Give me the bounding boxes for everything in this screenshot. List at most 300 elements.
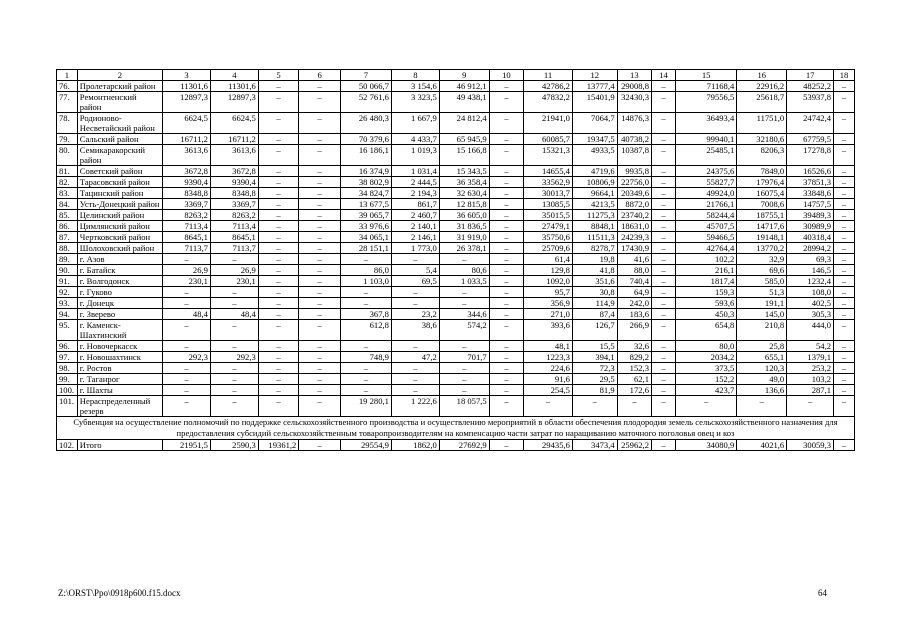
value-cell: –	[258, 298, 299, 309]
value-cell: –	[489, 341, 523, 352]
value-cell: –	[299, 92, 341, 113]
value-cell: 79556,5	[675, 92, 736, 113]
value-cell: –	[834, 385, 855, 396]
value-cell: –	[834, 287, 855, 298]
value-cell: 30013,7	[524, 188, 573, 199]
value-cell: –	[834, 254, 855, 265]
value-cell: 22756,0	[617, 177, 651, 188]
value-cell: 64,9	[617, 287, 651, 298]
value-cell: 18 057,5	[439, 396, 489, 417]
value-cell: –	[834, 188, 855, 199]
value-cell: 25709,6	[524, 243, 573, 254]
value-cell: 3369,7	[163, 199, 211, 210]
value-cell: –	[834, 374, 855, 385]
value-cell: –	[652, 287, 676, 298]
value-cell: –	[299, 145, 341, 166]
value-cell: 2 194,3	[391, 188, 439, 199]
value-cell: –	[163, 374, 211, 385]
value-cell: –	[258, 134, 299, 145]
total-value-cell: 2590,3	[210, 440, 258, 451]
value-cell: 25485,1	[675, 145, 736, 166]
value-cell: 70 379,6	[340, 134, 391, 145]
value-cell: 2 146,1	[391, 232, 439, 243]
value-cell: 1817,4	[675, 276, 736, 287]
value-cell: 19 280,1	[340, 396, 391, 417]
value-cell: 69,3	[787, 254, 834, 265]
column-number-cell: 7	[340, 70, 391, 81]
value-cell: –	[439, 385, 489, 396]
value-cell: 8848,1	[572, 221, 617, 232]
value-cell: –	[439, 341, 489, 352]
table-row	[57, 352, 855, 363]
value-cell: –	[834, 199, 855, 210]
value-cell: 108,0	[787, 287, 834, 298]
value-cell: 69,6	[737, 265, 787, 276]
value-cell: –	[258, 188, 299, 199]
value-cell: 47,2	[391, 352, 439, 363]
value-cell: 17976,4	[737, 177, 787, 188]
value-cell: 45707,5	[675, 221, 736, 232]
table-row	[57, 341, 855, 352]
value-cell: –	[299, 320, 341, 341]
value-cell: 34 824,7	[340, 188, 391, 199]
value-cell: 16 186,1	[340, 145, 391, 166]
value-cell: 14876,3	[617, 113, 651, 134]
territory-name-cell: г. Гуково	[77, 287, 162, 298]
value-cell: –	[572, 396, 617, 417]
value-cell: 99940,1	[675, 134, 736, 145]
value-cell: 24375,6	[675, 166, 736, 177]
value-cell: 7113,7	[210, 243, 258, 254]
column-number-cell: 11	[524, 70, 573, 81]
value-cell: –	[391, 298, 439, 309]
value-cell: 230,1	[210, 276, 258, 287]
value-cell: 72,3	[572, 363, 617, 374]
value-cell: –	[439, 363, 489, 374]
value-cell: 3672,8	[210, 166, 258, 177]
value-cell: 21766,1	[675, 199, 736, 210]
row-number-cell: 88.	[57, 243, 78, 254]
territory-name-cell: г. Новошахтинск	[77, 352, 162, 363]
value-cell: 32,6	[617, 341, 651, 352]
value-cell: –	[299, 81, 341, 92]
row-number-cell: 94.	[57, 309, 78, 320]
value-cell: 52 761,6	[340, 92, 391, 113]
value-cell: 224,6	[524, 363, 573, 374]
value-cell: 1379,1	[787, 352, 834, 363]
value-cell: –	[489, 265, 523, 276]
row-number-cell: 84.	[57, 199, 78, 210]
total-value-cell: –	[489, 440, 523, 451]
value-cell: 145,0	[737, 309, 787, 320]
value-cell: 254,5	[524, 385, 573, 396]
value-cell: 655,1	[737, 352, 787, 363]
value-cell: 33 976,6	[340, 221, 391, 232]
territory-name-cell: г. Волгодонск	[77, 276, 162, 287]
value-cell: 40318,4	[787, 232, 834, 243]
value-cell: 11751,0	[737, 113, 787, 134]
column-number-cell: 8	[391, 70, 439, 81]
value-cell: –	[258, 309, 299, 320]
value-cell: –	[439, 287, 489, 298]
value-cell: –	[489, 396, 523, 417]
column-number-cell: 6	[299, 70, 341, 81]
row-number-cell: 81.	[57, 166, 78, 177]
value-cell: –	[652, 320, 676, 341]
value-cell: 1223,3	[524, 352, 573, 363]
value-cell: –	[163, 341, 211, 352]
value-cell: 593,6	[675, 298, 736, 309]
value-cell: –	[258, 396, 299, 417]
footer-file-path: Z:\ORST\Ppo\0918p600.f15.docx	[58, 588, 181, 598]
value-cell: –	[258, 221, 299, 232]
column-number-cell: 15	[675, 70, 736, 81]
value-cell: 17430,9	[617, 243, 651, 254]
value-cell: –	[489, 199, 523, 210]
value-cell: 3 154,6	[391, 81, 439, 92]
value-cell: –	[652, 113, 676, 134]
value-cell: –	[489, 385, 523, 396]
value-cell: 1 031,4	[391, 166, 439, 177]
value-cell: –	[210, 254, 258, 265]
column-number-cell: 12	[572, 70, 617, 81]
value-cell: 394,1	[572, 352, 617, 363]
value-cell: –	[652, 188, 676, 199]
value-cell: –	[489, 363, 523, 374]
value-cell: 11511,3	[572, 232, 617, 243]
value-cell: –	[834, 243, 855, 254]
column-number-cell: 2	[77, 70, 162, 81]
value-cell: 10806,9	[572, 177, 617, 188]
value-cell: 35015,5	[524, 210, 573, 221]
value-cell: 12897,3	[210, 92, 258, 113]
value-cell: 423,7	[675, 385, 736, 396]
total-value-cell: –	[834, 440, 855, 451]
value-cell: –	[652, 210, 676, 221]
value-cell: 28 151,1	[340, 243, 391, 254]
value-cell: 8645,1	[210, 232, 258, 243]
value-cell: –	[652, 341, 676, 352]
territory-name-cell: Шолоховский район	[77, 243, 162, 254]
value-cell: 33562,9	[524, 177, 573, 188]
value-cell: –	[258, 177, 299, 188]
value-cell: 25,8	[737, 341, 787, 352]
row-number-cell: 85.	[57, 210, 78, 221]
value-cell: 54,2	[787, 341, 834, 352]
value-cell: 4719,6	[572, 166, 617, 177]
value-cell: 32 630,4	[439, 188, 489, 199]
column-number-cell: 4	[210, 70, 258, 81]
territory-name-cell: Родионово-Несветайский район	[77, 113, 162, 134]
value-cell: 32430,3	[617, 92, 651, 113]
value-cell: 1092,0	[524, 276, 573, 287]
value-cell: –	[834, 210, 855, 221]
value-cell: 80,6	[439, 265, 489, 276]
value-cell: –	[258, 232, 299, 243]
value-cell: –	[258, 145, 299, 166]
value-cell: 351,6	[572, 276, 617, 287]
value-cell: 356,9	[524, 298, 573, 309]
column-number-cell: 5	[258, 70, 299, 81]
total-value-cell: 1862,0	[391, 440, 439, 451]
value-cell: 16711,2	[210, 134, 258, 145]
value-cell: –	[299, 341, 341, 352]
value-cell: –	[787, 396, 834, 417]
value-cell: 1 773,0	[391, 243, 439, 254]
row-number-cell: 76.	[57, 81, 78, 92]
value-cell: 102,2	[675, 254, 736, 265]
total-value-cell: 30059,3	[787, 440, 834, 451]
value-cell: 14655,4	[524, 166, 573, 177]
value-cell: 159,3	[675, 287, 736, 298]
value-cell: 271,0	[524, 309, 573, 320]
value-cell: –	[258, 276, 299, 287]
value-cell: 26,9	[163, 265, 211, 276]
value-cell: –	[299, 374, 341, 385]
value-cell: –	[163, 363, 211, 374]
value-cell: 9390,4	[163, 177, 211, 188]
row-number-cell: 91.	[57, 276, 78, 287]
value-cell: 2 460,7	[391, 210, 439, 221]
value-cell: 71168,4	[675, 81, 736, 92]
column-number-cell: 17	[787, 70, 834, 81]
value-cell: –	[258, 243, 299, 254]
value-cell: –	[652, 385, 676, 396]
value-cell: –	[834, 396, 855, 417]
value-cell: 1 103,0	[340, 276, 391, 287]
value-cell: –	[834, 309, 855, 320]
subvention-note-row	[57, 417, 855, 440]
value-cell: –	[163, 396, 211, 417]
row-number-cell: 87.	[57, 232, 78, 243]
territory-name-cell: г. Шахты	[77, 385, 162, 396]
value-cell: 11275,3	[572, 210, 617, 221]
table-row	[57, 81, 855, 92]
value-cell: 3613,6	[163, 145, 211, 166]
row-number-cell: 86.	[57, 221, 78, 232]
value-cell: 20349,6	[617, 188, 651, 199]
value-cell: 9390,4	[210, 177, 258, 188]
value-cell: –	[258, 320, 299, 341]
value-cell: 7113,4	[163, 221, 211, 232]
row-number-cell: 95.	[57, 320, 78, 341]
table-row	[57, 221, 855, 232]
value-cell: 11301,6	[210, 81, 258, 92]
value-cell: 3 323,5	[391, 92, 439, 113]
territory-name-cell: Тарасовский район	[77, 177, 162, 188]
value-cell: 69,5	[391, 276, 439, 287]
value-cell: 36 605,0	[439, 210, 489, 221]
value-cell: 8872,0	[617, 199, 651, 210]
territory-name-cell: Усть-Донецкий район	[77, 199, 162, 210]
value-cell: –	[652, 199, 676, 210]
value-cell: 3672,8	[163, 166, 211, 177]
value-cell: 27479,1	[524, 221, 573, 232]
value-cell: –	[299, 254, 341, 265]
value-cell: –	[652, 276, 676, 287]
value-cell: 50 066,7	[340, 81, 391, 92]
value-cell: 14757,5	[787, 199, 834, 210]
value-cell: 8348,8	[163, 188, 211, 199]
value-cell: 19148,1	[737, 232, 787, 243]
value-cell: 26 378,1	[439, 243, 489, 254]
value-cell: 242,0	[617, 298, 651, 309]
table-row	[57, 92, 855, 113]
value-cell: 114,9	[572, 298, 617, 309]
value-cell: 15 166,8	[439, 145, 489, 166]
value-cell: –	[652, 374, 676, 385]
value-cell: 4 433,7	[391, 134, 439, 145]
value-cell: –	[489, 188, 523, 199]
total-value-cell: 3473,4	[572, 440, 617, 451]
value-cell: 18755,1	[737, 210, 787, 221]
value-cell: 8645,1	[163, 232, 211, 243]
territory-name-cell: г. Зверево	[77, 309, 162, 320]
value-cell: –	[652, 396, 676, 417]
value-cell: 35750,6	[524, 232, 573, 243]
table-row	[57, 232, 855, 243]
value-cell: –	[834, 145, 855, 166]
total-value-cell: 29554,9	[340, 440, 391, 451]
value-cell: 40738,2	[617, 134, 651, 145]
value-cell: –	[258, 113, 299, 134]
value-cell: 17278,8	[787, 145, 834, 166]
value-cell: –	[652, 232, 676, 243]
value-cell: 9664,1	[572, 188, 617, 199]
value-cell: –	[652, 221, 676, 232]
value-cell: 41,6	[617, 254, 651, 265]
value-cell: –	[834, 177, 855, 188]
value-cell: –	[299, 188, 341, 199]
value-cell: –	[391, 374, 439, 385]
row-number-cell: 80.	[57, 145, 78, 166]
value-cell: –	[210, 298, 258, 309]
table-row	[57, 199, 855, 210]
value-cell: –	[834, 81, 855, 92]
value-cell: 7064,7	[572, 113, 617, 134]
value-cell: 373,5	[675, 363, 736, 374]
value-cell: –	[652, 352, 676, 363]
value-cell: 183,6	[617, 309, 651, 320]
value-cell: –	[391, 341, 439, 352]
value-cell: –	[340, 341, 391, 352]
subvention-note: Субвенция на осуществление полномочий по поддержке сельскохозяйственного производства и осуществлению мероприятий в области обеспечения плодородия земель сельскохозяйственного назначения для предоставления субсидий сельскохозяйственным товаропроизводителям на компенсацию части затрат по наращиванию маточного поголовья овец и коз	[57, 417, 855, 440]
value-cell: 7113,4	[210, 221, 258, 232]
value-cell: 7849,0	[737, 166, 787, 177]
value-cell: 18631,0	[617, 221, 651, 232]
value-cell: 8263,2	[210, 210, 258, 221]
row-number-cell: 82.	[57, 177, 78, 188]
row-number-cell: 92.	[57, 287, 78, 298]
value-cell: –	[258, 210, 299, 221]
table-row	[57, 243, 855, 254]
value-cell: –	[489, 232, 523, 243]
value-cell: –	[652, 363, 676, 374]
value-cell: –	[489, 210, 523, 221]
value-cell: –	[391, 363, 439, 374]
value-cell: –	[340, 287, 391, 298]
value-cell: –	[439, 298, 489, 309]
table-body	[57, 70, 855, 451]
value-cell: 55827,7	[675, 177, 736, 188]
value-cell: –	[340, 363, 391, 374]
value-cell: 861,7	[391, 199, 439, 210]
value-cell: –	[299, 396, 341, 417]
budget-table	[56, 69, 855, 451]
value-cell: 30989,9	[787, 221, 834, 232]
value-cell: –	[258, 287, 299, 298]
value-cell: 48,4	[210, 309, 258, 320]
value-cell: –	[163, 298, 211, 309]
table-row	[57, 177, 855, 188]
row-number-cell: 96.	[57, 341, 78, 352]
table-row	[57, 363, 855, 374]
value-cell: –	[834, 276, 855, 287]
value-cell: 87,4	[572, 309, 617, 320]
territory-name-cell: Целинский район	[77, 210, 162, 221]
value-cell: 42786,2	[524, 81, 573, 92]
row-number-cell: 99.	[57, 374, 78, 385]
value-cell: 701,7	[439, 352, 489, 363]
value-cell: –	[834, 363, 855, 374]
table-row	[57, 287, 855, 298]
value-cell: 103,2	[787, 374, 834, 385]
value-cell: 748,9	[340, 352, 391, 363]
value-cell: 574,2	[439, 320, 489, 341]
value-cell: –	[834, 265, 855, 276]
value-cell: –	[675, 396, 736, 417]
value-cell: 49,0	[737, 374, 787, 385]
value-cell: 146,5	[787, 265, 834, 276]
value-cell: –	[834, 221, 855, 232]
value-cell: 1 033,5	[439, 276, 489, 287]
territory-name-cell: Семикаракорский район	[77, 145, 162, 166]
value-cell: –	[299, 309, 341, 320]
column-number-cell: 9	[439, 70, 489, 81]
value-cell: 393,6	[524, 320, 573, 341]
row-number-cell: 77.	[57, 92, 78, 113]
value-cell: 38 802,9	[340, 177, 391, 188]
value-cell: –	[489, 145, 523, 166]
value-cell: 172,6	[617, 385, 651, 396]
value-cell: –	[489, 177, 523, 188]
territory-name-cell: г. Ростов	[77, 363, 162, 374]
value-cell: –	[617, 396, 651, 417]
value-cell: 32180,6	[737, 134, 787, 145]
value-cell: –	[489, 166, 523, 177]
total-value-cell: 21951,5	[163, 440, 211, 451]
value-cell: 11301,6	[163, 81, 211, 92]
value-cell: 61,4	[524, 254, 573, 265]
value-cell: 48,4	[163, 309, 211, 320]
value-cell: –	[258, 199, 299, 210]
value-cell: 49 438,1	[439, 92, 489, 113]
value-cell: 24742,4	[787, 113, 834, 134]
value-cell: 191,1	[737, 298, 787, 309]
value-cell: 8263,2	[163, 210, 211, 221]
column-number-cell: 14	[652, 70, 676, 81]
total-value-cell: –	[299, 440, 341, 451]
territory-name-cell: г. Батайск	[77, 265, 162, 276]
table-row	[57, 374, 855, 385]
value-cell: –	[834, 113, 855, 134]
value-cell: –	[391, 254, 439, 265]
value-cell: 15,5	[572, 341, 617, 352]
total-value-cell: 34080,9	[675, 440, 736, 451]
value-cell: –	[340, 385, 391, 396]
value-cell: –	[489, 276, 523, 287]
value-cell: 402,5	[787, 298, 834, 309]
